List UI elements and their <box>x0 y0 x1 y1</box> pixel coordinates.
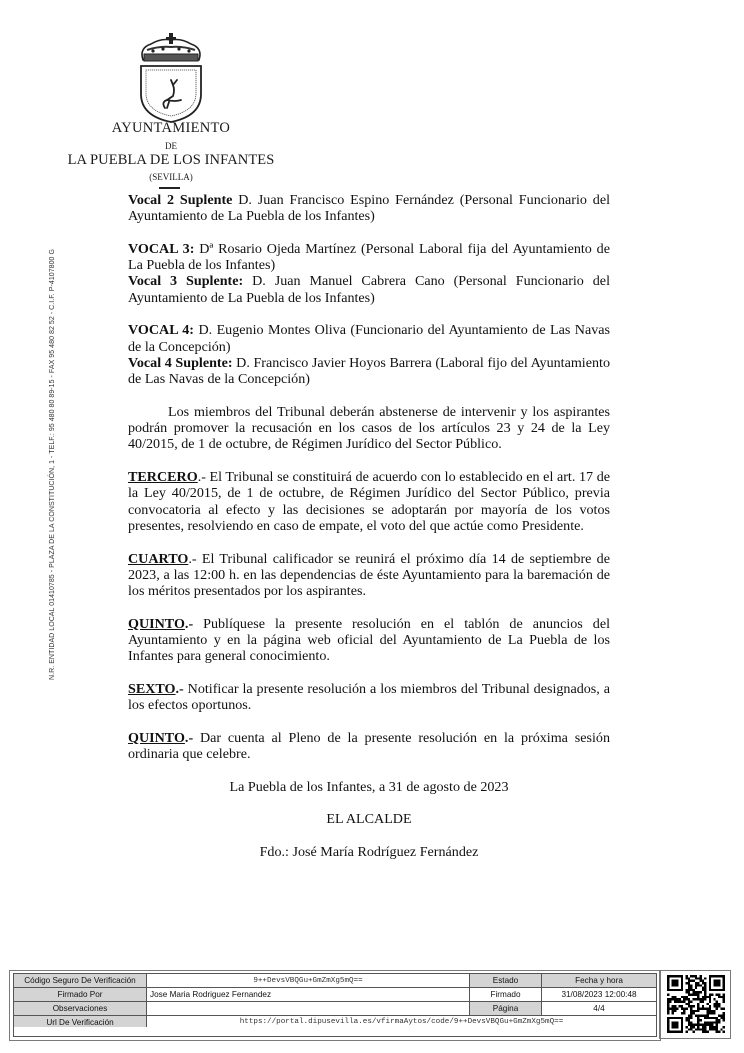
section-text: Notificar la presente resolución a los miembros del Tribunal designados, a los efectos oportunos. <box>128 680 610 714</box>
vocal-text: D. Juan Manuel Cabrera Cano (Personal Funcionario del Ayuntamiento de La Puebla de los Infantes) <box>128 273 610 306</box>
page-value: 4/4 <box>593 1004 605 1013</box>
section-separator: .- <box>188 550 197 567</box>
section-text: El Tribunal calificador se reunirá el próximo día 14 de septiembre de 2023, a las 12:00 h. en las dependencias de éste Ayuntamiento para la baremación de los méritos presentados por los aspirantes. <box>128 550 610 600</box>
code-value: 9++DevsVBQGu+GmZmXg5mQ== <box>147 974 470 987</box>
code-label: Código Seguro De Verificación <box>14 974 147 987</box>
quinto-bis-paragraph <box>128 730 610 763</box>
section-text: Dar cuenta al Pleno de la presente resolución en la próxima sesión ordinaria que celebre. <box>128 729 610 763</box>
vocal-label: Vocal 2 Suplente <box>128 192 233 208</box>
vocal-3 <box>128 241 610 274</box>
section-separator: .- <box>184 615 194 632</box>
signed-by-value: Jose Maria Rodriguez Fernandez <box>147 988 470 1001</box>
observations-value <box>147 1002 470 1015</box>
vocal-label: VOCAL 3: <box>128 240 195 257</box>
verification-row-signer <box>14 988 656 1002</box>
qr-frame <box>659 970 731 1039</box>
section-label: QUINTO <box>128 615 185 632</box>
place-and-date: La Puebla de los Infantes, a 31 de agosto de 2023 <box>229 778 509 795</box>
vocal-4 <box>128 322 610 355</box>
datetime-label: Fecha y hora <box>542 974 656 987</box>
signed-by-label: Firmado Por <box>14 988 147 1001</box>
section-separator: .- <box>175 680 184 697</box>
section-text: Publíquese la presente resolución en el tablón de anuncios del Ayuntamiento y en la página web oficial del Ayuntamiento de La Puebla de los Infantes para general conocimiento. <box>128 615 610 665</box>
observations-label: Observaciones <box>14 1002 147 1015</box>
url-value[interactable]: https://portal.dipusevilla.es/vfirmaAytos/code/9++DevsVBQGu+GmZmXg5mQ== <box>239 1018 564 1026</box>
document-body <box>128 192 610 860</box>
status-value: Firmado <box>470 988 542 1001</box>
section-separator: .- <box>184 729 194 746</box>
status-label: Estado <box>470 974 542 987</box>
letterhead-de: DE <box>165 141 177 151</box>
letterhead-divider <box>159 187 180 189</box>
qr-code-icon <box>667 975 725 1033</box>
vocal-text: D. Juan Francisco Espino Fernández (Personal Funcionario del Ayuntamiento de La Puebla de los Infantes) <box>128 192 610 225</box>
vocal-label: VOCAL 4: <box>128 322 195 339</box>
vocal-2-suplente <box>128 192 610 225</box>
section-label: CUARTO <box>128 550 189 567</box>
section-label: QUINTO <box>128 729 185 746</box>
vocal-3-suplente <box>128 273 610 306</box>
tercero-paragraph <box>128 469 610 534</box>
abstention-paragraph: Los miembros del Tribunal deberán abstenerse de intervenir y los aspirantes podrán promover la recusación en los casos de los artículos 23 y 24 de la Ley 40/2015, de 1 de octubre, de Régimen Jurídico del Sector Público. <box>128 403 610 453</box>
datetime-value: 31/08/2023 12:00:48 <box>561 990 637 999</box>
vocal-4-suplente <box>128 355 610 388</box>
section-label: SEXTO <box>128 680 176 697</box>
signer-title: EL ALCALDE <box>326 811 412 828</box>
cuarto-paragraph <box>128 551 610 600</box>
quinto-paragraph <box>128 616 610 665</box>
side-margin-text: N.R. ENTIDAD LOCAL 01410785 - PLAZA DE LA CONSTITUCIÓN, 1 - TELF.: 95 480 80 89-15 - FAX 95 480 82 52 - C.I.F. P-4107800 G <box>49 249 56 680</box>
section-label: TERCERO <box>128 469 198 486</box>
vocal-label: Vocal 3 Suplente: <box>128 273 244 290</box>
coat-of-arms-icon <box>131 30 211 125</box>
section-separator: .- <box>197 469 206 486</box>
signer-name: Fdo.: José María Rodríguez Fernández <box>259 843 479 860</box>
url-label: Url De Verificación <box>14 1016 147 1027</box>
sexto-paragraph <box>128 681 610 714</box>
letterhead-province: (SEVILLA) <box>149 172 193 182</box>
section-text: El Tribunal se constituirá de acuerdo con lo establecido en el art. 17 de la Ley 40/2015, de 1 de octubre, de Régimen Jurídico del Sector Público, previa convocatoria al efecto y las decisiones se adoptarán por mayoría de los votos presentes, resolviendo en caso de empate, el voto del que actúe como Presidente. <box>128 469 610 534</box>
vocal-label: Vocal 4 Suplente: <box>128 354 233 371</box>
letterhead-ayuntamiento: AYUNTAMIENTO <box>111 120 231 136</box>
page-label: Página <box>470 1002 542 1015</box>
verification-table <box>9 970 661 1041</box>
vocal-text: Dª Rosario Ojeda Martínez (Personal Laboral fija del Ayuntamiento de La Puebla de los Infantes) <box>128 240 610 274</box>
verification-row-url <box>14 1016 656 1038</box>
vocal-text: D. Eugenio Montes Oliva (Funcionario del Ayuntamiento de Las Navas de la Concepción) <box>128 322 610 355</box>
verification-row-code <box>14 974 656 988</box>
verification-row-observations <box>14 1002 656 1016</box>
vocal-text: D. Francisco Javier Hoyos Barrera (Laboral fijo del Ayuntamiento de Las Navas de la Concepción) <box>128 354 610 388</box>
letterhead-municipality: LA PUEBLA DE LOS INFANTES <box>67 152 275 168</box>
